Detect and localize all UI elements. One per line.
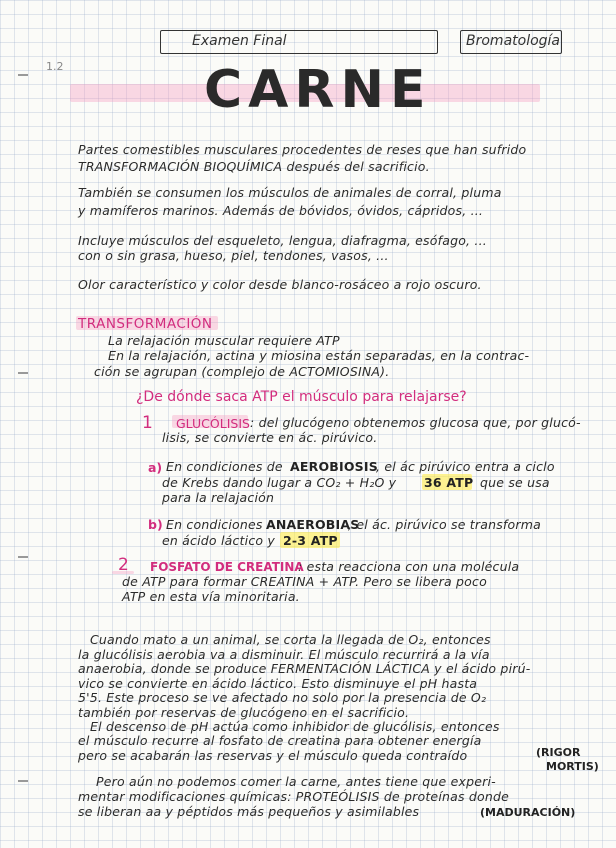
intro-line: TRANSFORMACIÓN BIOQUÍMICA después del sacrificio. <box>78 159 430 174</box>
margin-mark <box>18 556 28 558</box>
body-line: , el ác pirúvico entra a ciclo <box>376 459 555 474</box>
body-line: anaerobia, donde se produce FERMENTACIÓN LÁCTICA y el ácido pirú- <box>78 661 531 676</box>
margin-mark <box>18 780 28 782</box>
body-line: La relajación muscular requiere ATP <box>108 333 340 348</box>
rigor-mortis-keyword: (RIGOR <box>536 746 581 759</box>
body-line: ción se agrupan (complejo de ACTOMIOSINA). <box>94 364 390 379</box>
body-line: se liberan aa y péptidos más pequeños y asimilables <box>78 804 420 819</box>
body-line: también por reservas de glucógeno en el sacrificio. <box>78 705 410 720</box>
intro-line: con o sin grasa, hueso, piel, tendones, vasos, ... <box>78 248 389 263</box>
margin-mark <box>18 372 28 374</box>
body-line: En condiciones <box>166 517 263 532</box>
body-line: la glucólisis aerobia va a disminuir. El músculo recurrirá a la vía <box>78 647 490 662</box>
fosfato-label: FOSFATO DE CREATINA <box>150 560 304 574</box>
body-line: Pero aún no podemos comer la carne, antes tiene que experi- <box>96 774 496 789</box>
section-heading-transformacion: TRANSFORMACIÓN <box>78 316 213 332</box>
body-line: lisis, se convierte en ác. pirúvico. <box>162 430 378 445</box>
item-number: 1 <box>142 413 153 433</box>
intro-line: Incluye músculos del esqueleto, lengua, diafragma, esófago, ... <box>78 233 487 248</box>
body-line: vico se convierte en ácido láctico. Esto disminuye el pH hasta <box>78 676 478 691</box>
margin-mark <box>18 74 28 76</box>
body-line: en ácido láctico y <box>162 533 276 548</box>
atp-36: 36 ATP <box>424 475 474 490</box>
subitem-marker: a) <box>148 460 163 475</box>
body-line: 5'5. Este proceso se ve afectado no solo por la presencia de O₂ <box>78 690 487 705</box>
body-line: mentar modificaciones químicas: PROTEÓLISIS de proteínas donde <box>78 789 509 804</box>
body-line: el músculo recurre al fosfato de creatina para obtener energía <box>78 733 482 748</box>
anaerobias-keyword: ANAEROBIAS <box>266 517 360 532</box>
subject-label: Bromatología <box>466 33 561 49</box>
maduracion-keyword: (MADURACIÓN) <box>480 806 576 819</box>
body-line: pero se acabarán las reservas y el músculo queda contraído <box>78 748 468 763</box>
body-line: : esta reacciona con una molécula <box>298 559 520 574</box>
body-line: : del glucógeno obtenemos glucosa que, por glucó- <box>250 415 581 430</box>
glucolisis-label: GLUCÓLISIS <box>176 416 250 431</box>
page-number: 1.2 <box>46 60 64 73</box>
subitem-marker: b) <box>148 517 163 532</box>
intro-line: Partes comestibles musculares procedentes de reses que han sufrido <box>78 142 527 157</box>
body-line: que se usa <box>480 475 550 490</box>
body-line: de ATP para formar CREATINA + ATP. Pero se libera poco <box>122 574 487 589</box>
aerobiosis-keyword: AEROBIOSIS <box>290 459 378 474</box>
rigor-mortis-keyword: MORTIS) <box>546 760 599 773</box>
page-title: CARNE <box>204 60 432 120</box>
atp-2-3: 2-3 ATP <box>283 533 338 548</box>
item-number: 2 <box>118 555 129 575</box>
body-line: En la relajación, actina y miosina están separadas, en la contrac- <box>108 348 530 363</box>
body-line: , el ác. pirúvico se transforma <box>348 517 541 532</box>
body-line: Cuando mato a un animal, se corta la llegada de O₂, entonces <box>90 632 491 647</box>
exam-title: Examen Final <box>192 33 287 49</box>
intro-line: y mamíferos marinos. Además de bóvidos, óvidos, cápridos, ... <box>78 203 484 218</box>
body-line: de Krebs dando lugar a CO₂ + H₂O y <box>162 475 397 490</box>
body-line: En condiciones de <box>166 459 283 474</box>
intro-line: Olor característico y color desde blanco-rosáceo a rojo oscuro. <box>78 277 482 292</box>
body-line: ATP en esta vía minoritaria. <box>122 589 300 604</box>
intro-line: También se consumen los músculos de animales de corral, pluma <box>78 185 502 200</box>
body-line: para la relajación <box>162 490 275 505</box>
question-heading: ¿De dónde saca ATP el músculo para relajarse? <box>136 389 467 405</box>
body-line: El descenso de pH actúa como inhibidor de glucólisis, entonces <box>90 719 500 734</box>
